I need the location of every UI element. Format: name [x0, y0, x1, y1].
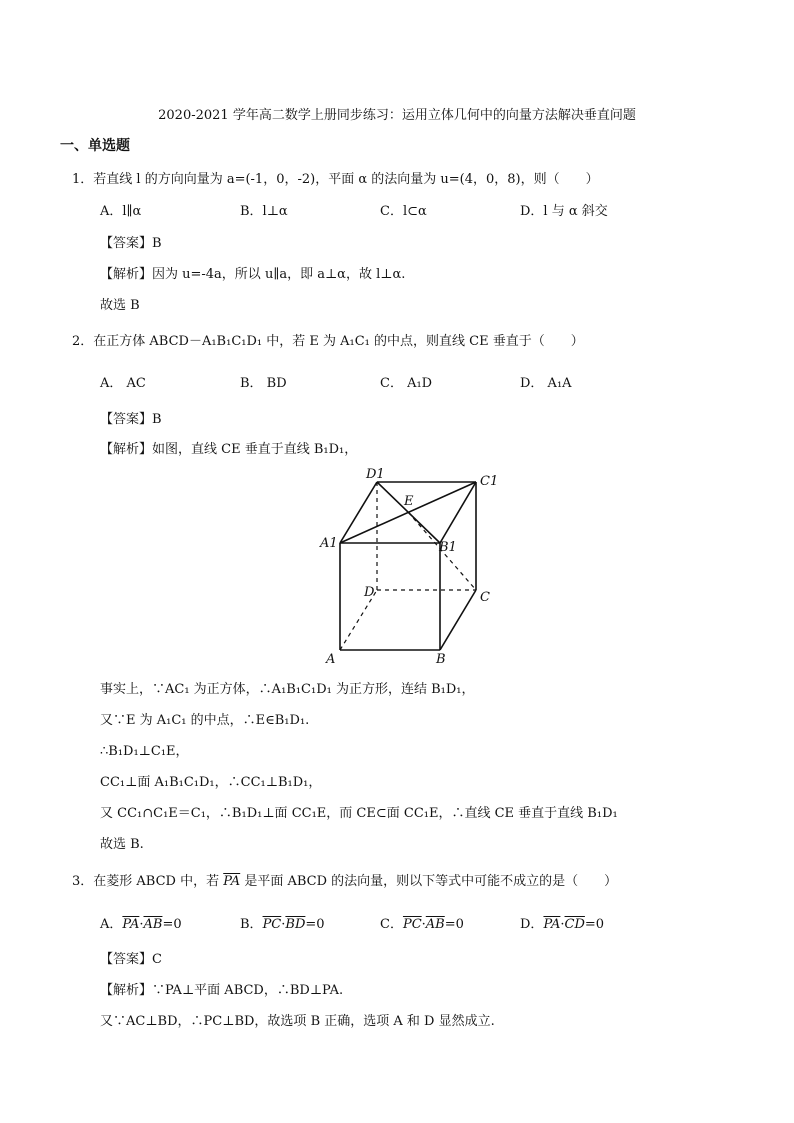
q1-option-d: D．l 与 α 斜交 [520, 204, 608, 219]
label-e: E [404, 494, 414, 509]
q2-analysis: 【解析】如图，直线 CE 垂直于直线 B₁D₁， [100, 442, 358, 457]
q2-line-3: ∴B₁D₁⊥C₁E， [100, 744, 189, 759]
cube-figure [318, 465, 508, 665]
q3-stem [72, 870, 617, 889]
q3-option-d-vec2: $\overline{CD}$ [564, 917, 585, 932]
q3-option-a-tail: =0 [162, 917, 182, 932]
q2-line-1: 事实上，∵AC₁ 为正方体，∴A₁B₁C₁D₁ 为正方形，连结 B₁D₁， [100, 682, 475, 697]
q1-analysis: 【解析】因为 u=-4a，所以 u∥a，即 a⊥α，故 l⊥α. [100, 267, 406, 282]
q3-option-b-vec2: $\overline{BD}$ [285, 917, 306, 932]
q1-option-a: A．l∥α [100, 204, 142, 219]
q3-stem-pre: 3．在菱形 ABCD 中，若 [72, 874, 220, 889]
q2-stem: 2．在正方体 ABCD－A₁B₁C₁D₁ 中，若 E 为 A₁C₁ 的中点，则直线 CE 垂直于（ ） [72, 334, 584, 349]
q2-line-6: 故选 B. [100, 837, 144, 852]
q2-answer: 【答案】B [100, 412, 162, 427]
edge-b-c [440, 590, 476, 650]
q3-option-b-tail: =0 [305, 917, 325, 932]
q3-option-c: C．$\overline{PC}\cdot\overline{AB}=0$ [380, 917, 464, 932]
section-heading: 一、单选题 [60, 138, 130, 154]
q2-line-5: 又 CC₁∩C₁E＝C₁，∴B₁D₁⊥面 CC₁E，而 CE⊂面 CC₁E，∴直线 CE 垂直于直线 B₁D₁ [100, 806, 618, 821]
q1-option-b: B．l⊥α [240, 204, 288, 219]
q3-analysis-line-2: 又∵AC⊥BD，∴PC⊥BD，故选项 B 正确，选项 A 和 D 显然成立. [100, 1014, 495, 1029]
q3-option-b-letter: B． [240, 917, 263, 932]
q3-option-d-letter: D． [520, 917, 544, 932]
edge-b1-c1 [440, 482, 476, 543]
label-a1: A1 [320, 536, 338, 551]
q3-analysis: 【解析】∵PA⊥平面 ABCD，∴BD⊥PA. [100, 983, 344, 998]
q3-option-c-tail: =0 [444, 917, 464, 932]
q2-option-a: A． AC [100, 376, 146, 391]
q3-option-a-letter: A． [100, 917, 123, 932]
q3-option-c-letter: C． [380, 917, 403, 932]
q2-option-c: C． A₁D [380, 376, 433, 391]
q3-option-a-vec1: $\overline{PA}$ [122, 917, 140, 932]
page-title: 2020-2021 学年高二数学上册同步练习：运用立体几何中的向量方法解决垂直问题 [158, 108, 636, 123]
label-b1: B1 [439, 540, 457, 555]
q1-option-c: C．l⊂α [380, 204, 427, 219]
q3-option-b-vec1: $\overline{PC}$ [262, 917, 282, 932]
q2-line-4: CC₁⊥面 A₁B₁C₁D₁，∴CC₁⊥B₁D₁， [100, 775, 322, 790]
label-c: C [480, 590, 490, 605]
q3-stem-vector: $\overline{PA}$ [223, 874, 241, 889]
q2-option-d: D． A₁A [520, 376, 572, 391]
q2-option-b: B． BD [240, 376, 287, 391]
q3-option-a: A．$\overline{PA}\cdot\overline{AB}=0$ [100, 917, 182, 932]
q3-option-a-vec2: $\overline{AB}$ [143, 917, 163, 932]
label-d: D [364, 585, 375, 600]
label-b: B [436, 652, 446, 665]
q3-option-b: B．$\overline{PC}\cdot\overline{BD}=0$ [240, 917, 325, 932]
q3-answer: 【答案】C [100, 952, 162, 967]
q2-line-2: 又∵E 为 A₁C₁ 的中点，∴E∈B₁D₁. [100, 713, 310, 728]
q3-stem-post: 是平面 ABCD 的法向量，则以下等式中可能不成立的是（ ） [244, 874, 618, 889]
q1-answer: 【答案】B [100, 236, 162, 251]
label-d1: D1 [366, 467, 385, 482]
q1-stem: 1．若直线 l 的方向向量为 a=(-1，0，-2)，平面 α 的法向量为 u=(4，0，8)，则（ ） [72, 172, 599, 187]
label-c1: C1 [480, 474, 499, 489]
q3-option-c-vec2: $\overline{AB}$ [425, 917, 445, 932]
q3-option-d: D．$\overline{PA}\cdot\overline{CD}=0$ [520, 917, 605, 932]
q1-choice: 故选 B [100, 298, 140, 313]
label-a: A [326, 652, 336, 665]
q3-option-d-tail: =0 [584, 917, 605, 932]
q3-option-d-vec1: $\overline{PA}$ [543, 917, 561, 932]
q3-option-c-vec1: $\overline{PC}$ [402, 917, 422, 932]
